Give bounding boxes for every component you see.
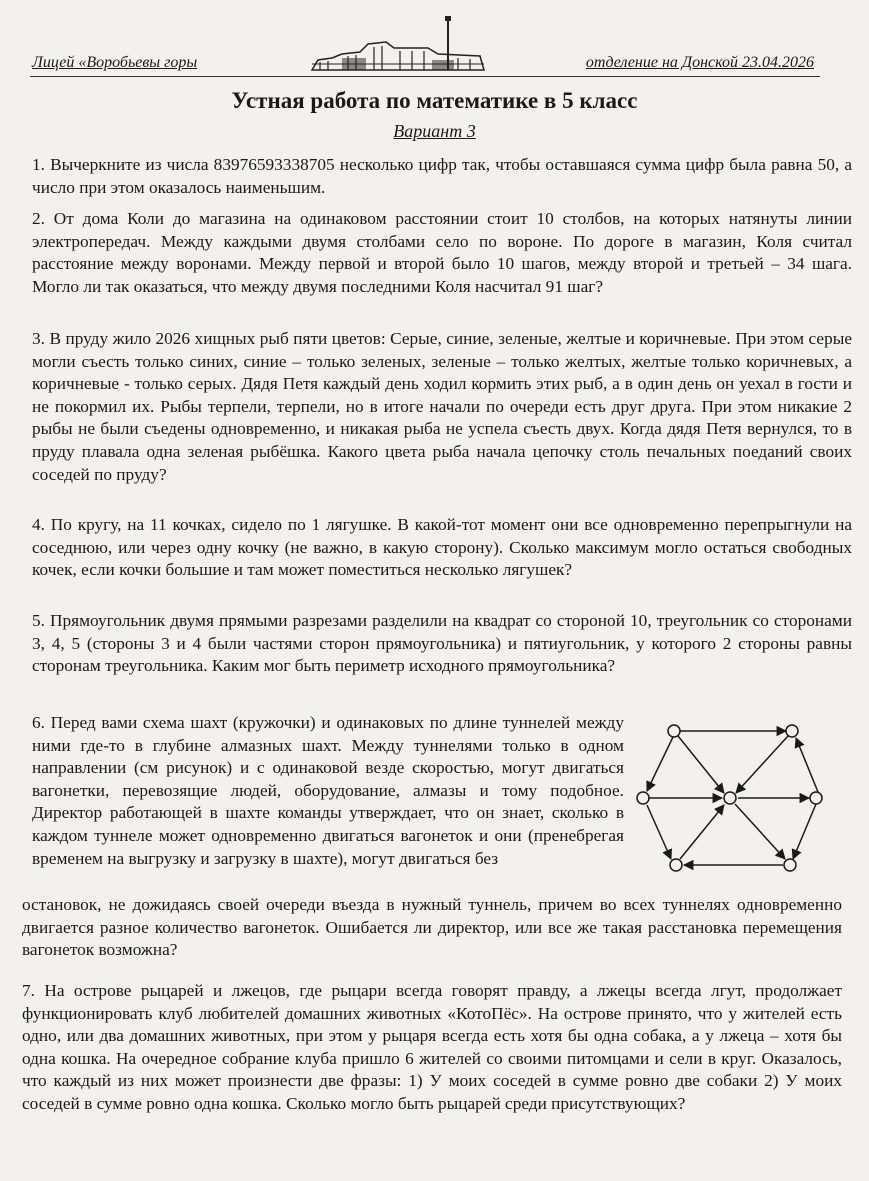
problem-2: 2. От дома Коли до магазина на одинаковом расстоянии стоит 10 столбов, на которых натянуты линии электропередач. Между каждыми двумя столбами село по вороне. По дороге в магазин, Коля считал расстояние между воронами. Между первой и второй было 10 шагов, между второй и третьей – 34 шага. Могло ли так оказаться, что между двумя последними Коля насчитал 91 шаг?	[32, 209, 852, 296]
problem-7: 7. На острове рыцарей и лжецов, где рыцари всегда говорят правду, а лжецы всегда лгут, продолжает функционировать клуб любителей домашних животных «КотоПёс». На острове принято, что у жителей есть одно, или два домашних животных, при этом у рыцаря всегда есть хотя бы одна собака, а у лжеца – хотя бы одна кошка. На очередное собрание клуба пришло 6 жителей со своими питомцами и сели в круг. Оказалось, что каждый из них может произнести две фразы: 1) У моих соседей в сумме ровно две собаки 2) У моих соседей в сумме ровно одна кошка. Сколько могло быть рыцарей среди присутствующих?	[22, 981, 842, 1113]
mine-node	[784, 859, 796, 871]
problem-5: 5. Прямоугольник двумя прямыми разрезами разделили на квадрат со стороной 10, треугольник со сторонами 3, 4, 5 (стороны 3 и 4 были частями сторон прямоугольника) и пятиугольник, у которого 2 стороны равны сторонам треугольника. Каким мог быть периметр исходного прямоугольника?	[32, 611, 852, 676]
school-name: Лицей «Воробьевы горы	[32, 54, 198, 71]
header-divider	[30, 76, 820, 77]
mine-node	[668, 725, 680, 737]
mine-tunnel-diagram	[636, 714, 836, 884]
problem-1: 1. Вычеркните из числа 83976593338705 несколько цифр так, чтобы оставшаяся сумма цифр была равна 50, а число при этом оказалось наименьшим.	[32, 155, 852, 197]
branch-and-date: отделение на Донской 23.04.2026	[585, 54, 814, 71]
mine-node	[786, 725, 798, 737]
variant-label: Вариант 3	[393, 121, 476, 141]
page-header	[30, 14, 820, 80]
mine-node	[637, 792, 649, 804]
school-building-logo	[308, 14, 488, 78]
page-title: Устная работа по математике в 5 класс	[231, 88, 638, 113]
problem-4: 4. По кругу, на 11 кочках, сидело по 1 лягушке. В какой-тот момент они все одновременно перепрыгнули на соседнюю, или через одну кочку (не важно, в какую сторону). Сколько максимум могло остаться свободных кочек, если кочки большие и там может поместиться несколько лягушек?	[32, 515, 852, 580]
mine-node	[724, 792, 736, 804]
mine-node	[810, 792, 822, 804]
problem-6-continued: остановок, не дожидаясь своей очереди въезда в нужный туннель, причем во всех туннелях одновременно двигается разное количество вагонеток. Ошибается ли директор, или все же такая расстановка перемещения вагонеток возможна?	[22, 895, 842, 960]
problem-3: 3. В пруду жило 2026 хищных рыб пяти цветов: Серые, синие, зеленые, желтые и коричневые. При этом серые могли съесть только синих, синие – только зеленых, зеленые – только желтых, желтые только коричневых, а коричневые - только серых. Дядя Петя каждый день ходил кормить этих рыб, а в один день он уехал в гости и не покормил их. Рыбы терпели, терпели, но в итоге начали по очереди есть друг друга. При этом никакие 2 рыбы не были съедены одновременно, и никакая рыба не успела съесть двух. Когда дядя Петя вернулся, то в пруду плавала одна зеленая рыбёшка. Какого цвета рыба начала цепочку столь печальных поеданий своих соседей по пруду?	[32, 329, 852, 484]
mine-node	[670, 859, 682, 871]
problem-6: 6. Перед вами схема шахт (кружочки) и одинаковых по длине туннелей между ними где-то в глубине алмазных шахт. Между туннелями только в одном направлении (см рисунок) и с одинаковой везде скоростью, могут двигаться вагонетки, перевозящие людей, оборудование, алмазы и тому подобное. Директор работающей в шахте команды утверждает, что он знает, сколько в каждом туннеле может одновременно двигаться вагонеток и они (пренебрегая временем на выгрузку и загрузку в шахте), могут двигаться без	[32, 713, 624, 868]
